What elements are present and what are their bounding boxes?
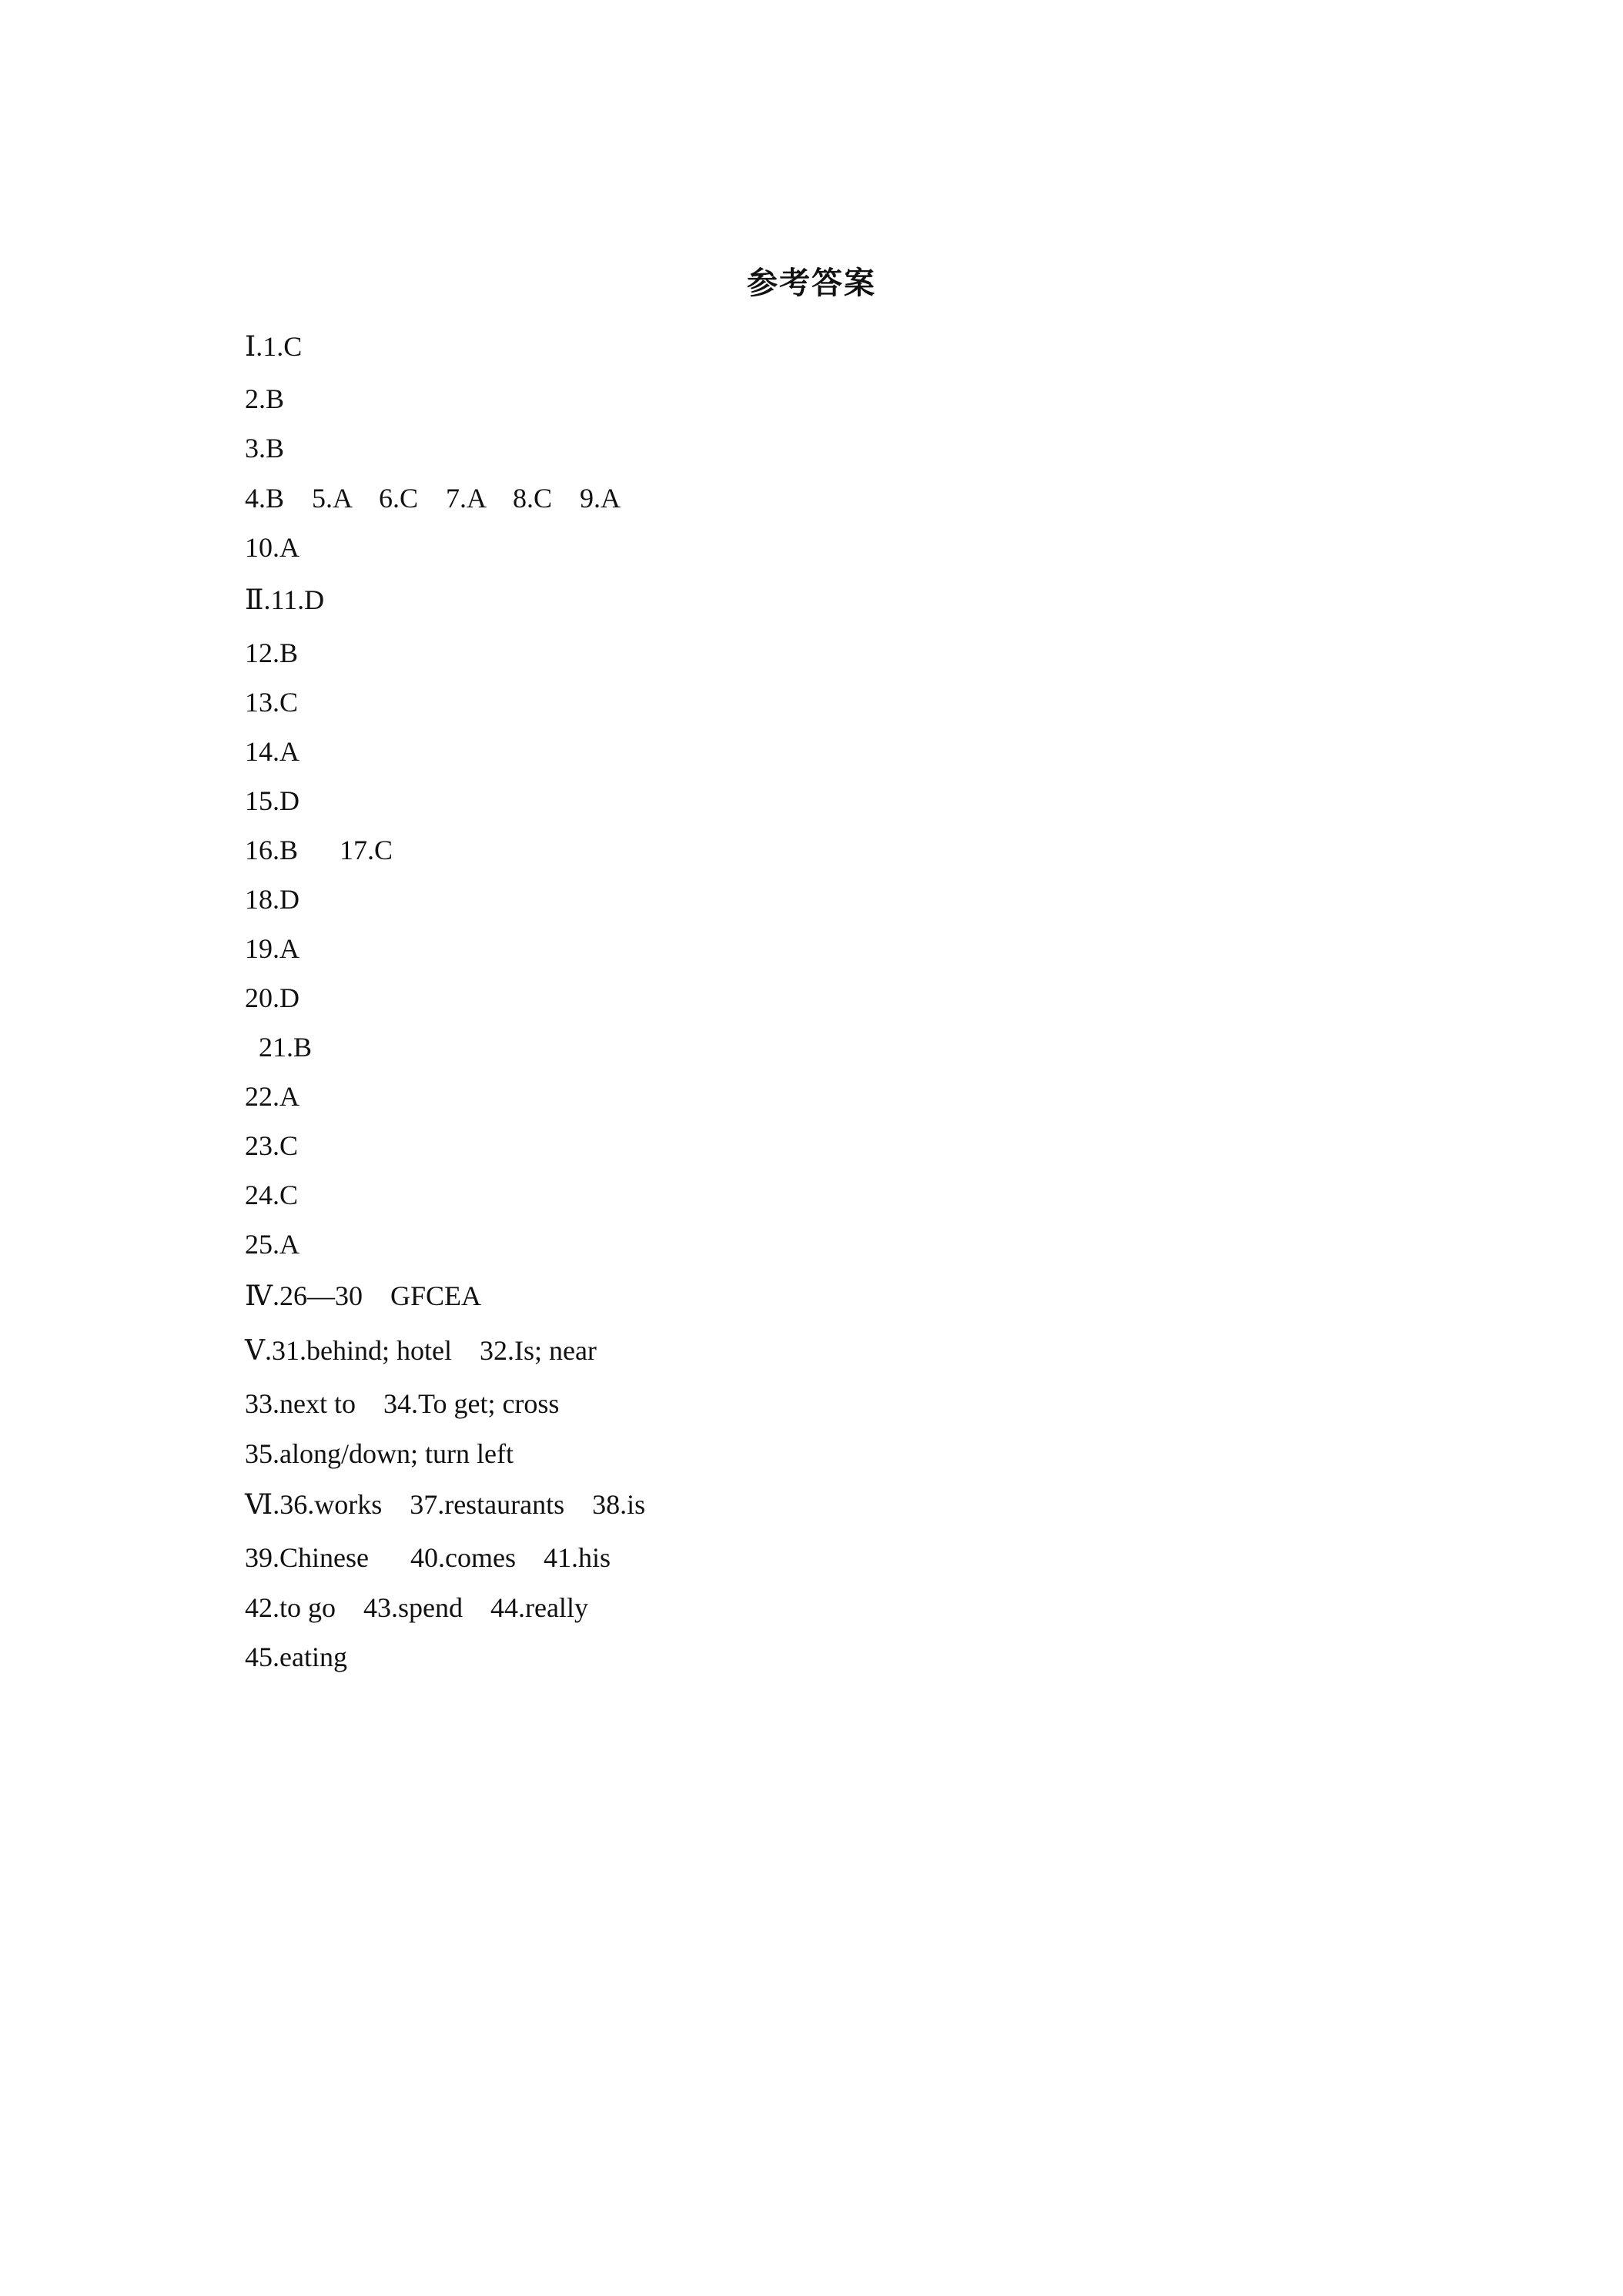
answer-line: 25.A: [245, 1229, 300, 1260]
answer-line: 24.C: [245, 1180, 299, 1210]
answer-line: 39.Chinese 40.comes 41.his: [245, 1542, 611, 1573]
answer-line: 13.C: [245, 687, 299, 718]
answer-line: 2.B: [245, 383, 285, 414]
answer-line: 15.D: [245, 785, 300, 816]
answer-line: 33.next to 34.To get; cross: [245, 1388, 560, 1419]
answer-line: Ⅱ.11.D: [245, 584, 325, 615]
page-title: 参考答案: [747, 266, 876, 301]
answer-line: 21.B: [245, 1032, 313, 1063]
answer-line: 12.B: [245, 638, 299, 668]
answer-line: 20.D: [245, 982, 300, 1013]
answer-line: 23.C: [245, 1130, 299, 1161]
answer-line: 4.B 5.A 6.C 7.A 8.C 9.A: [245, 483, 621, 514]
answer-line: 45.eating: [245, 1642, 347, 1672]
answer-line: Ⅵ.36.works 37.restaurants 38.is: [245, 1489, 646, 1520]
answer-line: 22.A: [245, 1081, 300, 1112]
answer-line: 16.B 17.C: [245, 835, 393, 865]
answer-line: 18.D: [245, 884, 300, 915]
answer-line: 35.along/down; turn left: [245, 1438, 514, 1469]
answer-line: Ⅴ.31.behind; hotel 32.Is; near: [245, 1335, 597, 1366]
answer-line: 19.A: [245, 933, 300, 964]
answer-line: 14.A: [245, 736, 300, 767]
answer-line: 3.B: [245, 433, 285, 464]
answer-line: Ⅰ.1.C: [245, 331, 303, 362]
answer-line: 42.to go 43.spend 44.really: [245, 1592, 588, 1623]
answer-line: 10.A: [245, 532, 300, 563]
answer-line: Ⅳ.26—30 GFCEA: [245, 1280, 481, 1311]
